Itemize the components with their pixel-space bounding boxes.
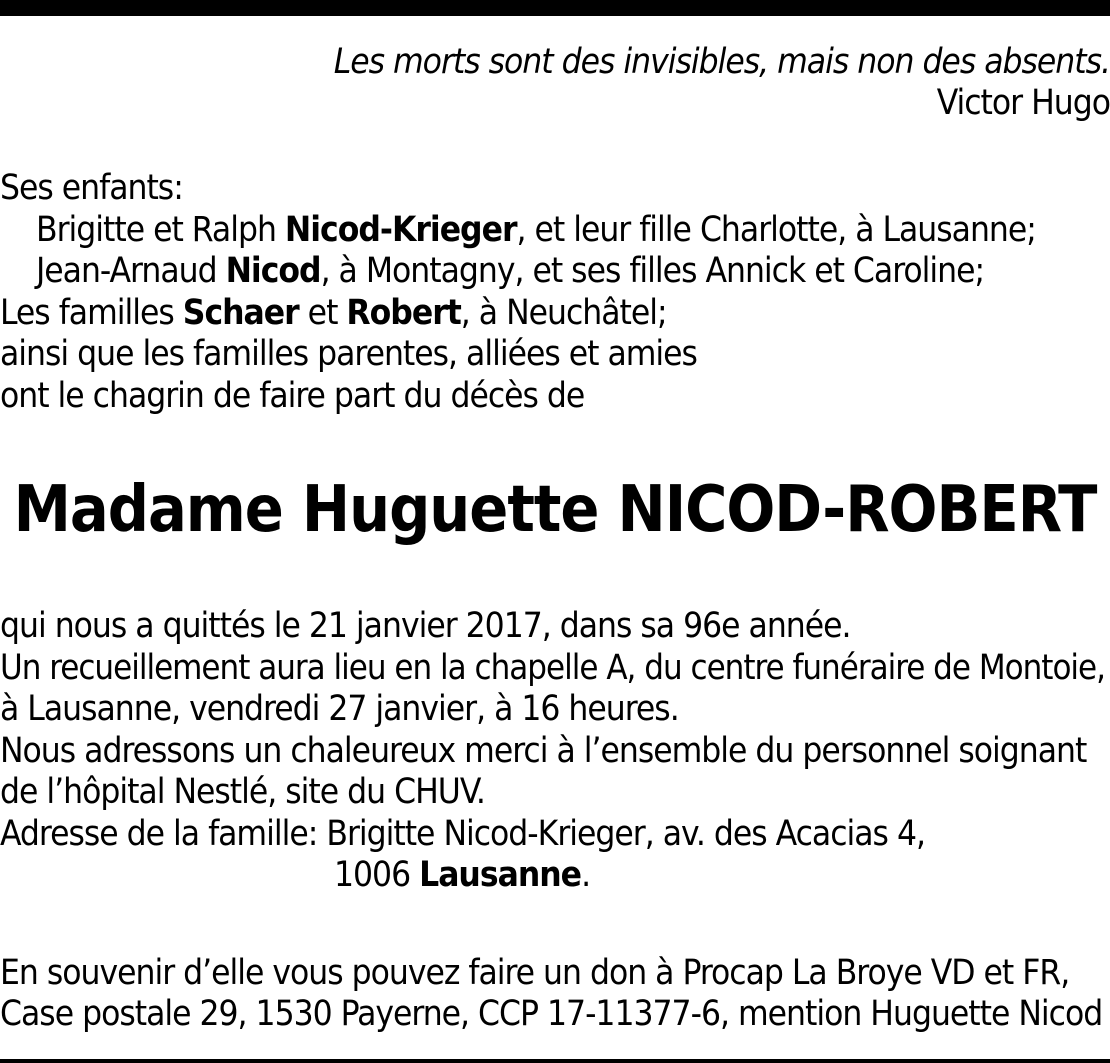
family-line-1-name: Nicod-Krieger — [284, 210, 517, 250]
address-line-2-pre: 1006 — [334, 855, 420, 895]
family-line-1-post: , et leur fille Charlotte, à Lausanne; — [516, 210, 1036, 250]
details-line-2: Un recueillement aura lieu en la chapelle A, du centre funéraire de Montoie, — [0, 648, 1106, 688]
address-line-2-city: Lausanne — [419, 855, 582, 895]
quote-text: Les morts sont des invisibles, mais non des absents. — [333, 42, 1110, 82]
family-line-2-post: , à Montagny, et ses filles Annick et Caroline; — [320, 251, 985, 291]
family-line-5: ont le chagrin de faire part du décès de — [0, 376, 585, 416]
family-line-3-pre: Les familles — [0, 293, 183, 333]
family-line-3-name-2: Robert — [346, 293, 461, 333]
deceased-name: Madame Huguette NICOD-ROBERT — [13, 473, 1097, 547]
donation-line-2: Case postale 29, 1530 Payerne, CCP 17-11377-6, mention Huguette Nicod — [0, 994, 1103, 1034]
address-line-2 — [334, 855, 590, 895]
family-line-3 — [0, 293, 667, 333]
family-line-2-pre: Jean-Arnaud — [36, 251, 226, 291]
family-heading: Ses enfants: — [0, 168, 183, 208]
family-line-4: ainsi que les familles parentes, alliées et amies — [0, 334, 697, 374]
details-line-3: à Lausanne, vendredi 27 janvier, à 16 heures. — [0, 689, 679, 729]
family-line-2 — [36, 251, 984, 291]
donation-line-1: En souvenir d’elle vous pouvez faire un don à Procap La Broye VD et FR, — [0, 953, 1070, 993]
details-line-5: de l’hôpital Nestlé, site du CHUV. — [0, 772, 485, 812]
family-line-1-pre: Brigitte et Ralph — [36, 210, 285, 250]
details-line-1: qui nous a quittés le 21 janvier 2017, dans sa 96e année. — [0, 606, 851, 646]
family-line-3-mid: et — [298, 293, 347, 333]
details-line-4: Nous adressons un chaleureux merci à l’ensemble du personnel soignant — [0, 731, 1087, 771]
address-line-1: Adresse de la famille: Brigitte Nicod-Krieger, av. des Acacias 4, — [0, 814, 925, 854]
family-line-3-post: , à Neuchâtel; — [460, 293, 667, 333]
address-line-2-post: . — [581, 855, 591, 895]
family-line-1 — [36, 210, 1036, 250]
family-line-3-name-1: Schaer — [182, 293, 299, 333]
family-line-2-name: Nicod — [225, 251, 321, 291]
quote-author: Victor Hugo — [936, 83, 1110, 123]
